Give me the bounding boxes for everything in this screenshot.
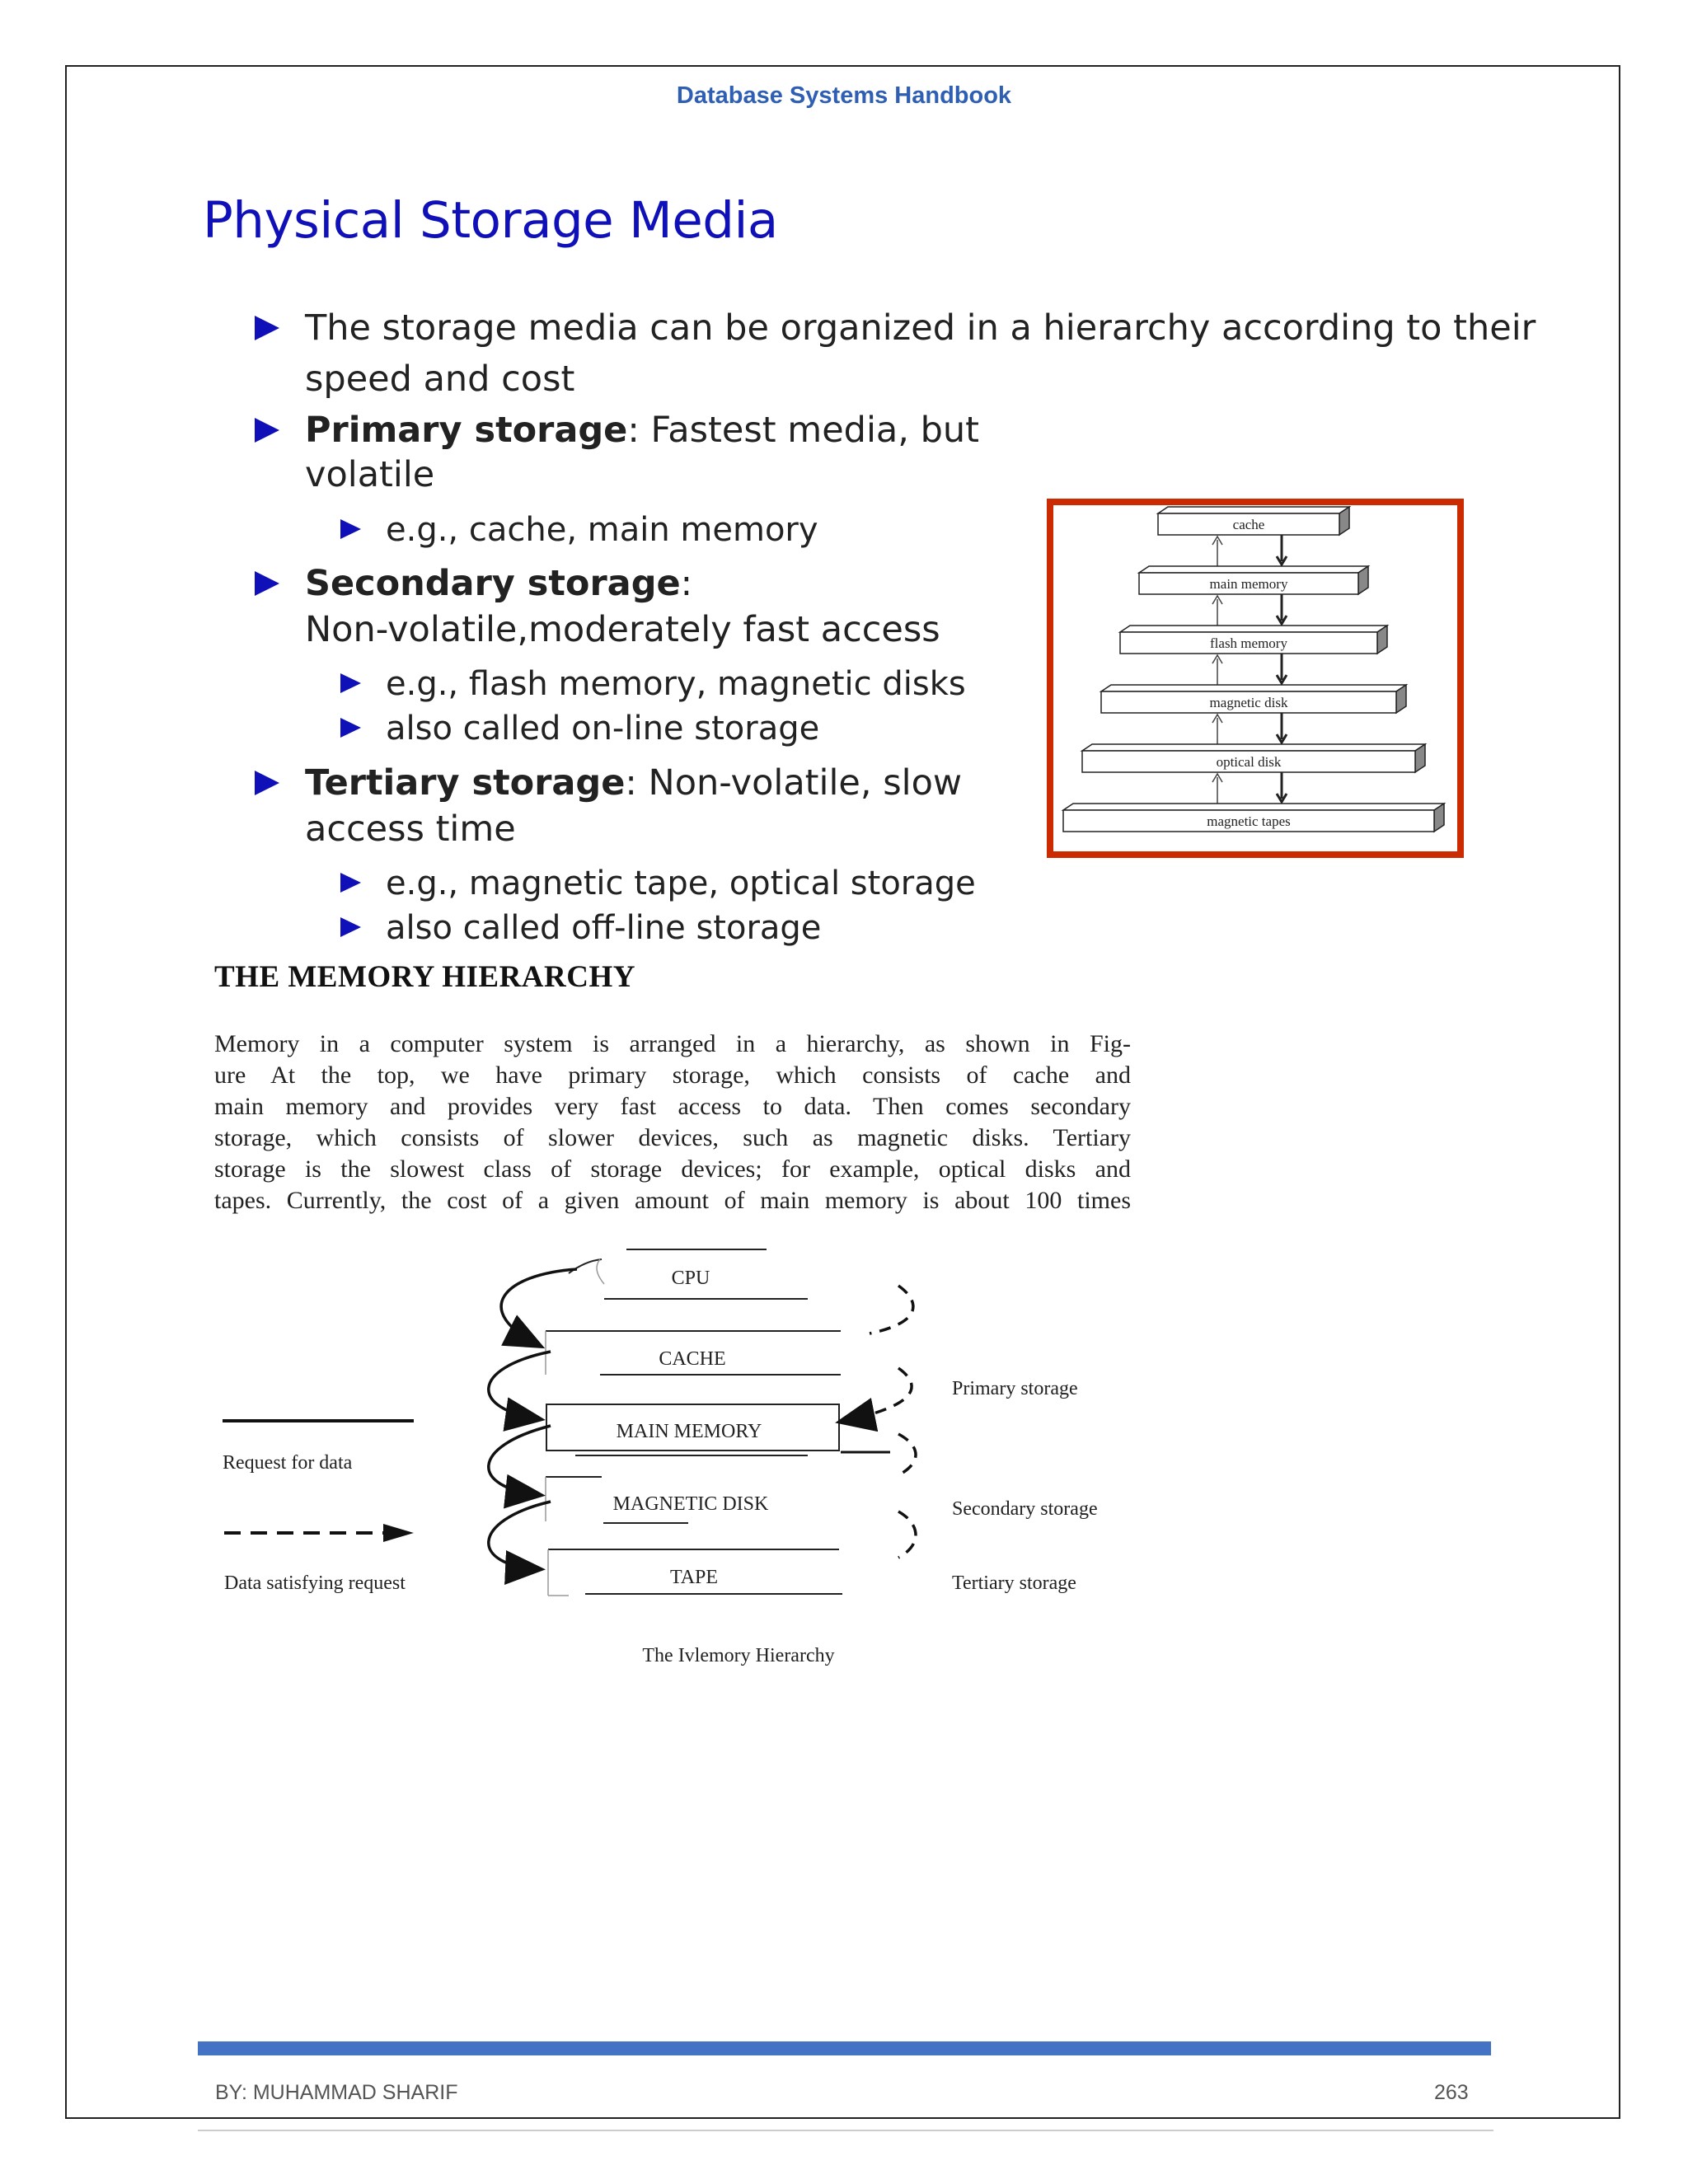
primary-storage-line-2: volatile [305, 454, 435, 495]
primary-storage-label: Primary storage [952, 1378, 1078, 1399]
bullet-triangle-icon [340, 519, 361, 539]
tape-label: TAPE [669, 1567, 719, 1588]
main-memory-label: MAIN MEMORY [616, 1421, 762, 1442]
footer-page-number: 263 [1434, 2081, 1469, 2104]
tertiary-storage-example-1: e.g., magnetic tape, optical storage [386, 865, 976, 902]
memory-hierarchy-line-3: main memory and provides very fast access to data. Then comes secondary [214, 1093, 1131, 1120]
pyramid-frame [1050, 502, 1461, 855]
secondary-storage-label: Secondary storage [952, 1498, 1098, 1520]
pyramid-slab-top [1101, 685, 1406, 691]
footer-divider [198, 2130, 1493, 2131]
memory-hierarchy-heading: THE MEMORY HIERARCHY [214, 960, 635, 994]
bullet-triangle-icon [340, 718, 361, 738]
footer-bar [198, 2041, 1491, 2055]
primary-storage-desc: : Fastest media, but [627, 410, 979, 451]
legend-arrow-icon [383, 1524, 414, 1542]
request-arrow-cache-memory [489, 1352, 551, 1419]
secondary-storage-line-1 [305, 560, 692, 607]
secondary-storage-line-2: Non-volatile,moderately fast access [305, 609, 940, 650]
page-header: Database Systems Handbook [676, 82, 1012, 109]
secondary-storage-term: Secondary storage [305, 563, 681, 604]
primary-storage-example: e.g., cache, main memory [386, 511, 818, 549]
cpu-level [569, 1249, 808, 1299]
pyramid-label: main memory [1209, 576, 1288, 592]
bullet-triangle-icon [255, 771, 279, 795]
bullet-triangle-icon [340, 873, 361, 893]
footer-author: BY: MUHAMMAD SHARIF [215, 2081, 458, 2104]
primary-storage-line-1 [305, 407, 979, 453]
memory-hierarchy-diagram [206, 1236, 1154, 1681]
bullet-triangle-icon [255, 316, 279, 340]
main-memory-level [546, 1404, 839, 1455]
request-arrow-memory-disk [489, 1426, 551, 1495]
secondary-storage-colon: : [680, 563, 693, 604]
cache-label: CACHE [659, 1348, 726, 1370]
memory-hierarchy-line-2: ure At the top, we have primary storage, which consists of cache and [214, 1062, 1131, 1089]
magnetic-disk-level [546, 1477, 769, 1523]
memory-hierarchy-line-1: Memory in a computer system is arranged in a hierarchy, as shown in Fig- [214, 1030, 1131, 1057]
pyramid-label: cache [1232, 517, 1265, 532]
bullet-triangle-icon [255, 571, 279, 596]
bullet-triangle-icon [340, 917, 361, 937]
memory-hierarchy-line-6: tapes. Currently, the cost of a given amount of main memory is about 100 times [214, 1187, 1131, 1214]
data-arrows [841, 1286, 916, 1558]
pyramid-slab-top [1063, 804, 1444, 810]
memory-hierarchy-line-4: storage, which consists of slower devices, such as magnetic disks. Tertiary [214, 1124, 1131, 1151]
pyramid-slab-top [1082, 744, 1425, 751]
data-arrow-tape-disk [898, 1511, 916, 1558]
bullet-1-line-1: The storage media can be organized in a hierarchy according to their [305, 307, 1536, 349]
bullet-1-line-2: speed and cost [305, 359, 575, 400]
magnetic-disk-label: MAGNETIC DISK [612, 1493, 769, 1515]
legend-request-label: Request for data [223, 1452, 353, 1474]
cache-level [546, 1331, 841, 1375]
request-arrows [489, 1269, 577, 1569]
request-arrow-cpu-cache [501, 1269, 577, 1346]
tertiary-storage-example-2: also called off-line storage [386, 909, 822, 947]
tertiary-storage-line-2: access time [305, 808, 516, 850]
pyramid-slab-top [1120, 626, 1387, 632]
request-arrow-disk-tape [489, 1502, 551, 1569]
pyramid-label: optical disk [1216, 754, 1282, 770]
legend-data-label: Data satisfying request [224, 1572, 406, 1594]
diagram-caption: The Ivlemory Hierarchy [642, 1645, 835, 1666]
pyramid-slab-top [1139, 566, 1368, 573]
tertiary-storage-label: Tertiary storage [952, 1572, 1076, 1594]
data-arrow-memory-cache [841, 1368, 912, 1422]
data-arrow-disk-memory [898, 1434, 916, 1475]
slide-title: Physical Storage Media [203, 191, 778, 250]
data-arrow-cache-cpu [870, 1286, 913, 1333]
tertiary-storage-term: Tertiary storage [305, 762, 626, 804]
storage-hierarchy-pyramid [1047, 499, 1464, 858]
pyramid-label: flash memory [1210, 635, 1287, 651]
tape-level [548, 1549, 842, 1596]
bullet-triangle-icon [255, 418, 279, 443]
secondary-storage-example-1: e.g., flash memory, magnetic disks [386, 665, 966, 703]
bullet-triangle-icon [340, 673, 361, 693]
memory-hierarchy-line-5: storage is the slowest class of storage devices; for example, optical disks and [214, 1155, 1131, 1183]
pyramid-label: magnetic disk [1209, 695, 1288, 710]
secondary-storage-example-2: also called on-line storage [386, 710, 820, 748]
page-border [65, 65, 1620, 2119]
cpu-label: CPU [671, 1268, 710, 1289]
pyramid-slab-top [1158, 507, 1349, 513]
primary-storage-term: Primary storage [305, 410, 628, 451]
pyramid-label: magnetic tapes [1207, 813, 1291, 829]
tertiary-storage-desc: : Non-volatile, slow [625, 762, 963, 804]
tertiary-storage-line-1 [305, 760, 962, 806]
